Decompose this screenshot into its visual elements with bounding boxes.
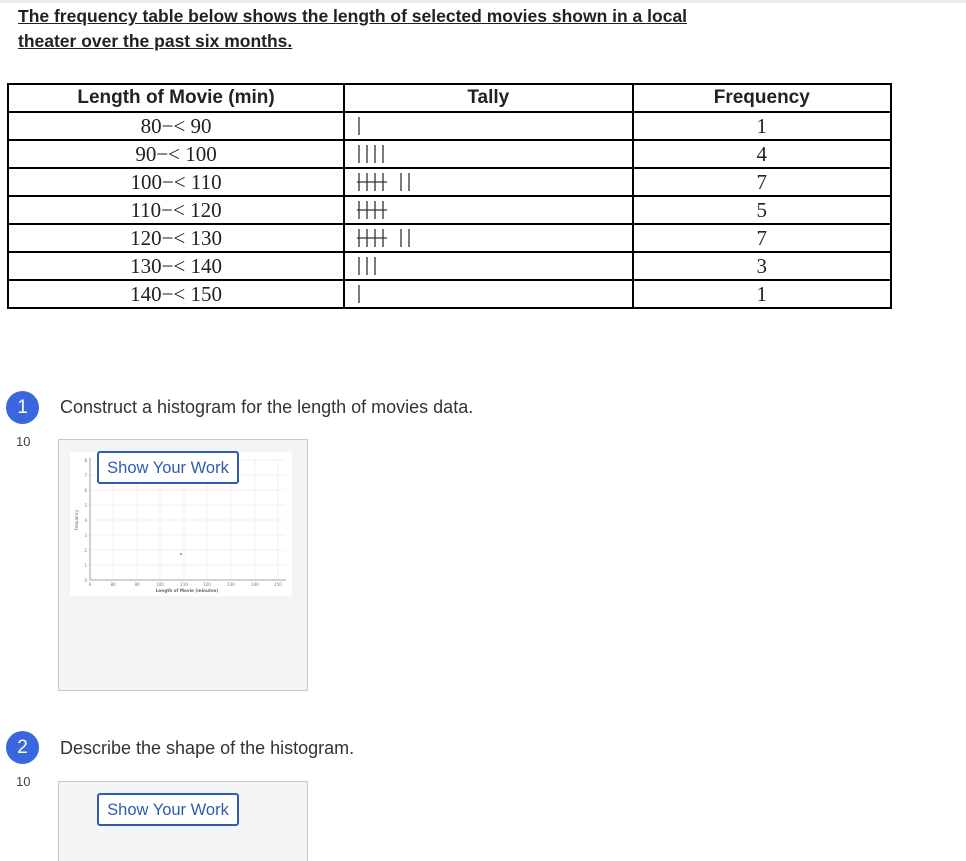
y-tick: 3: [84, 533, 87, 538]
question-points: 10: [16, 774, 31, 789]
x-axis-label: Length of Movie (minutes): [155, 588, 219, 593]
frequency-cell: 3: [633, 252, 891, 280]
tally-marks: [357, 255, 477, 277]
table-row: [8, 112, 891, 140]
top-border: [0, 0, 966, 3]
x-tick: 120: [203, 582, 211, 587]
question-text: Describe the shape of the histogram.: [60, 738, 355, 758]
y-tick: 0: [84, 578, 87, 583]
tally-cell: [344, 140, 632, 168]
question-text: Construct a histogram for the length of movies data.: [60, 397, 474, 417]
x-tick: 140: [251, 582, 259, 587]
intro-line-2: theater over the past six months.: [18, 31, 293, 51]
question-number-badge: 2: [6, 731, 39, 764]
x-tick: 130: [227, 582, 235, 587]
y-tick: 5: [84, 503, 87, 508]
question-points: 10: [16, 434, 31, 449]
x-tick: 100: [156, 582, 164, 587]
frequency-cell: 1: [633, 112, 891, 140]
tally-cell: [344, 168, 632, 196]
x-tick: 90: [134, 582, 140, 587]
tally-marks: [357, 171, 477, 193]
y-tick: 8: [84, 458, 87, 463]
table-row: [8, 224, 891, 252]
length-cell: 110−< 120: [8, 196, 344, 224]
table-header-row: [8, 84, 891, 112]
length-cell: 90−< 100: [8, 140, 344, 168]
y-tick: 1: [84, 563, 87, 568]
y-tick: 7: [84, 473, 87, 478]
table-row: [8, 252, 891, 280]
frequency-table: [7, 83, 892, 309]
table-row: [8, 196, 891, 224]
frequency-cell: 7: [633, 168, 891, 196]
header-tally: Tally: [344, 84, 632, 112]
table-row: [8, 140, 891, 168]
y-tick: 6: [84, 488, 87, 493]
frequency-cell: 7: [633, 224, 891, 252]
header-frequency: Frequency: [633, 84, 891, 112]
y-axis-label: Frequency: [74, 509, 79, 531]
show-work-button[interactable]: Show Your Work: [97, 451, 239, 484]
length-cell: 120−< 130: [8, 224, 344, 252]
graph-point: [180, 553, 182, 555]
length-cell: 130−< 140: [8, 252, 344, 280]
y-tick: 4: [84, 518, 87, 523]
question-number-badge: 1: [6, 391, 39, 424]
tally-cell: [344, 252, 632, 280]
tally-cell: [344, 196, 632, 224]
tally-marks: [357, 143, 477, 165]
tally-marks: [357, 227, 477, 249]
x-tick: 150: [274, 582, 282, 587]
show-work-button[interactable]: Show Your Work: [97, 793, 239, 826]
x-tick: 0: [88, 582, 92, 587]
tally-cell: [344, 280, 632, 308]
x-tick: 80: [110, 582, 116, 587]
frequency-cell: 5: [633, 196, 891, 224]
length-cell: 80−< 90: [8, 112, 344, 140]
frequency-cell: 4: [633, 140, 891, 168]
tally-marks: [357, 199, 477, 221]
tally-marks: [357, 115, 477, 137]
tally-cell: [344, 112, 632, 140]
tally-cell: [344, 224, 632, 252]
y-tick: 2: [84, 548, 87, 553]
header-length: Length of Movie (min): [8, 84, 344, 112]
problem-intro: [18, 4, 758, 54]
table-row: [8, 168, 891, 196]
length-cell: 100−< 110: [8, 168, 344, 196]
x-tick: 110: [180, 582, 188, 587]
frequency-cell: 1: [633, 280, 891, 308]
intro-line-1: The frequency table below shows the length of selected movies shown in a local: [18, 6, 688, 26]
table-row: [8, 280, 891, 308]
length-cell: 140−< 150: [8, 280, 344, 308]
tally-marks: [357, 283, 477, 305]
